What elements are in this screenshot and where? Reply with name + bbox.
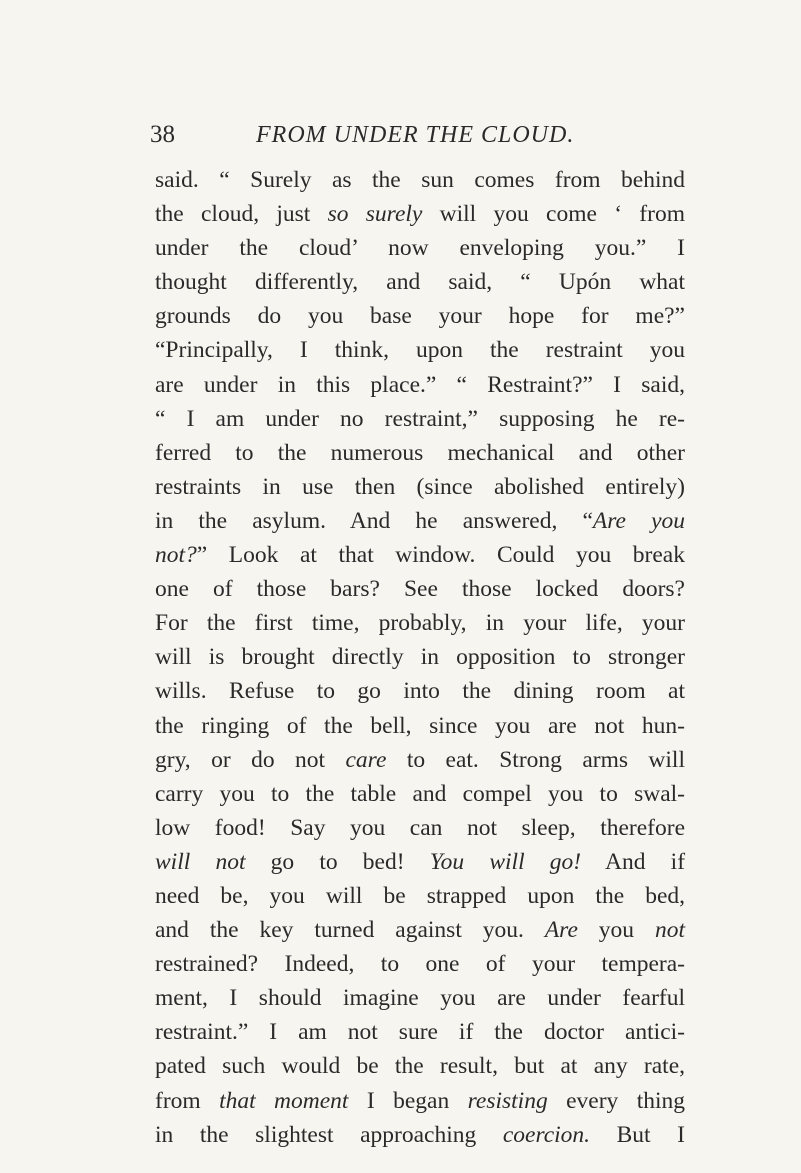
text-segment: you <box>577 917 655 944</box>
text-segment: grounds do you base your hope for me?” <box>155 303 685 330</box>
text-segment: And if <box>581 848 686 875</box>
text-segment: ferred to the numerous mechanical and other <box>155 439 685 466</box>
italic-text: Are you <box>592 507 686 534</box>
text-line <box>155 538 685 572</box>
text-segment: to eat. Strong arms will <box>386 746 685 773</box>
text-line <box>155 811 685 845</box>
text-segment: I began <box>348 1087 468 1114</box>
italic-text: not <box>654 917 686 944</box>
text-segment: will is brought directly in opposition to stronger <box>155 644 685 671</box>
text-segment: carry you to the table and compel you to swal- <box>155 780 685 807</box>
italic-text: so surely <box>327 201 423 228</box>
text-segment: need be, you will be strapped upon the bed, <box>155 882 685 909</box>
text-segment: the ringing of the bell, since you are not hun- <box>155 712 685 739</box>
text-segment: pated such would be the result, but at any rate, <box>155 1053 685 1080</box>
text-line <box>155 743 685 777</box>
text-segment: every thing <box>547 1087 686 1114</box>
text-segment: under the cloud’ now enveloping you.” I <box>155 235 685 262</box>
text-line <box>155 947 685 981</box>
text-line <box>155 1049 685 1083</box>
text-line <box>155 981 685 1015</box>
text-line <box>155 265 685 299</box>
text-line <box>155 1118 685 1152</box>
text-segment: in the slightest approaching <box>155 1121 503 1148</box>
text-segment: “Principally, I think, upon the restraint you <box>155 337 685 364</box>
text-segment: low food! Say you can not sleep, therefore <box>155 814 685 841</box>
text-segment: one of those bars? See those locked doors? <box>155 576 685 603</box>
text-segment: said. “ Surely as the sun comes from behind <box>155 167 685 193</box>
text-line <box>155 470 685 504</box>
italic-text: coercion. <box>502 1121 591 1148</box>
text-line <box>155 231 685 265</box>
italic-text: not? <box>155 542 197 569</box>
text-segment: restrained? Indeed, to one of your tempera- <box>155 951 685 978</box>
text-line <box>155 777 685 811</box>
text-segment: are under in this place.” “ Restraint?” I said, <box>155 371 685 398</box>
running-title: FROM UNDER THE CLOUD. <box>256 122 575 148</box>
text-line <box>155 640 685 674</box>
text-line <box>155 572 685 606</box>
text-segment: For the first time, probably, in your life, your <box>155 610 685 637</box>
text-segment: “ I am under no restraint,” supposing he re- <box>155 405 685 432</box>
body-text <box>155 163 685 1152</box>
text-segment: But I <box>590 1121 685 1148</box>
text-line <box>155 1084 685 1118</box>
text-line <box>155 197 685 231</box>
text-segment: ” Look at that window. Could you break <box>196 542 685 569</box>
italic-text: You will go! <box>429 848 582 875</box>
text-segment: from <box>155 1087 220 1114</box>
text-line <box>155 1015 685 1049</box>
text-segment: gry, or do not <box>155 746 346 773</box>
italic-text: Are <box>544 917 578 944</box>
text-line <box>155 436 685 470</box>
text-segment: will you come ‘ from <box>422 201 685 228</box>
text-segment: restraint.” I am not sure if the doctor antici- <box>155 1019 685 1046</box>
text-segment: ment, I should imagine you are under fearful <box>155 985 685 1012</box>
text-line <box>155 368 685 402</box>
text-line <box>155 606 685 640</box>
text-segment: and the key turned against you. <box>155 917 545 944</box>
text-line <box>155 674 685 708</box>
text-line <box>155 333 685 367</box>
italic-text: resisting <box>467 1087 548 1114</box>
italic-text: will not <box>155 848 246 875</box>
text-segment: the cloud, just <box>155 201 328 228</box>
text-segment: go to bed! <box>245 848 430 875</box>
page-number: 38 <box>150 121 175 148</box>
text-line <box>155 709 685 743</box>
text-line <box>155 879 685 913</box>
text-segment: thought differently, and said, “ Upón what <box>155 269 685 296</box>
text-line <box>155 402 685 436</box>
text-line <box>155 845 685 879</box>
text-segment: in the asylum. And he answered, “ <box>155 507 593 534</box>
italic-text: that moment <box>219 1087 349 1114</box>
text-segment: wills. Refuse to go into the dining room at <box>155 678 685 705</box>
text-line <box>155 163 685 197</box>
text-segment: restraints in use then (since abolished entirely) <box>155 473 685 500</box>
italic-text: care <box>345 746 387 773</box>
running-head <box>150 118 710 152</box>
text-line <box>155 299 685 333</box>
text-line <box>155 504 685 538</box>
text-line <box>155 913 685 947</box>
